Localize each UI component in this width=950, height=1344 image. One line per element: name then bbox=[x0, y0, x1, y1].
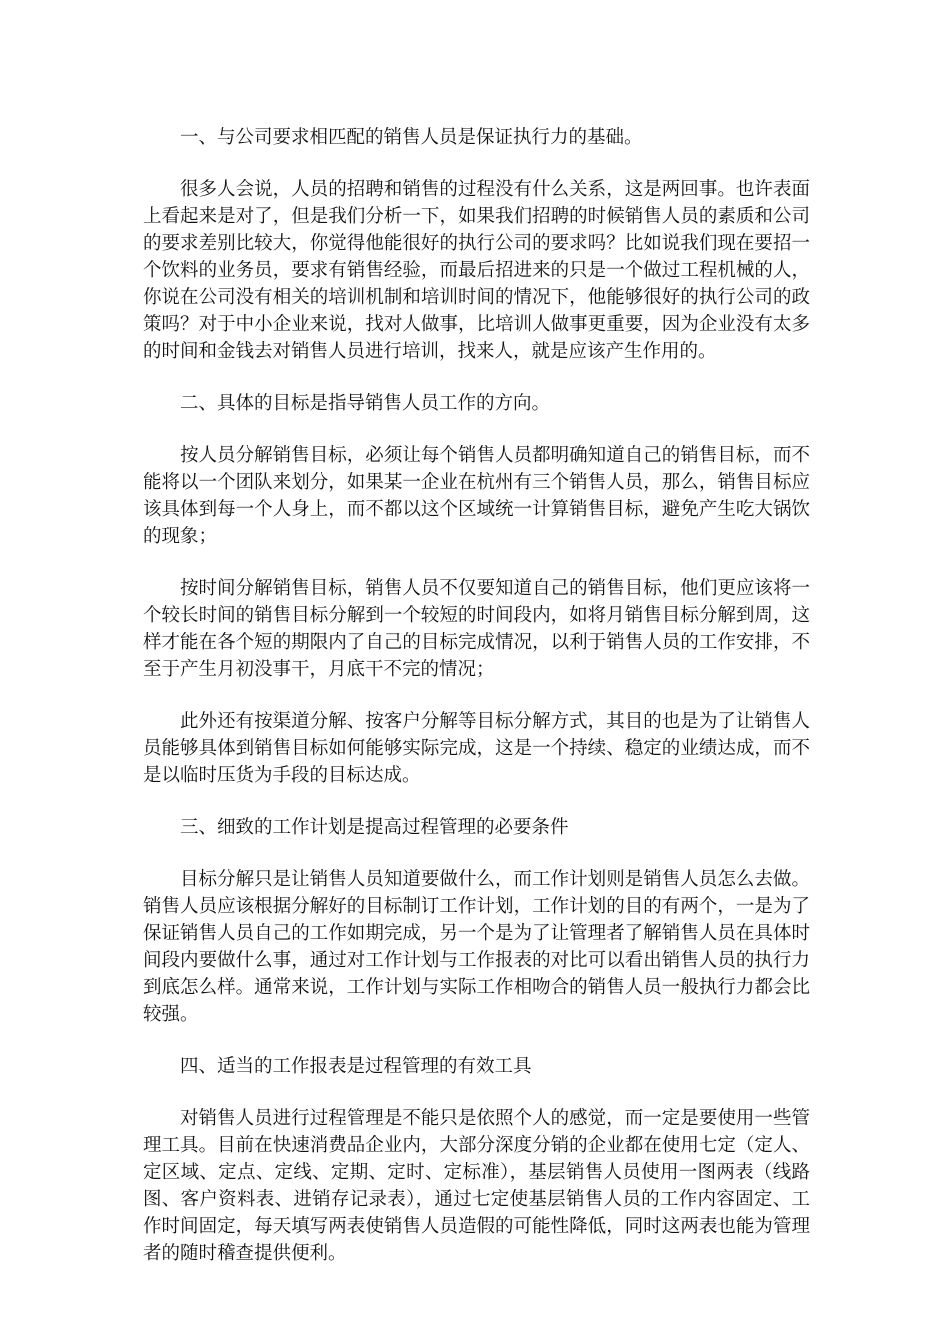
document-page bbox=[143, 124, 810, 1292]
paragraph-target-by-time: 按时间分解销售目标，销售人员不仅要知道自己的销售目标，他们更应该将一个较长时间的销售目标分解到一个较短的时间段内，如将月销售目标分解到周，这样才能在各个短的期限内了自己的目标完成情况，以利于销售人员的工作安排，不至于产生月初没事干，月底干不完的情况； bbox=[143, 578, 810, 680]
section-heading-1: 一、与公司要求相匹配的销售人员是保证执行力的基础。 bbox=[180, 127, 643, 148]
paragraph-recruitment: 很多人会说，人员的招聘和销售的过程没有什么关系，这是两回事。也许表面上看起来是对了，但是我们分析一下，如果我们招聘的时候销售人员的素质和公司的要求差别比较大，你觉得他能很好的执行公司的要求吗？比如说我们现在要招一个饮料的业务员，要求有销售经验，而最后招进来的只是一个做过工程机械的人，你说在公司没有相关的培训机制和培训时间的情况下，他能够很好的执行公司的政策吗？对于中小企业来说，找对人做事，比培训人做事更重要，因为企业没有太多的时间和金钱去对销售人员进行培训，找来人，就是应该产生作用的。 bbox=[143, 179, 810, 362]
paragraph-target-other: 此外还有按渠道分解、按客户分解等目标分解方式，其目的也是为了让销售人员能够具体到销售目标如何能够实际完成，这是一个持续、稳定的业绩达成，而不是以临时压货为手段的目标达成。 bbox=[143, 711, 810, 786]
paragraph-work-plan: 目标分解只是让销售人员知道要做什么，而工作计划则是销售人员怎么去做。销售人员应该根据分解好的目标制订工作计划，工作计划的目的有两个，一是为了保证销售人员自己的工作如期完成，另一个是为了让管理者了解销售人员在具体时间段内要做什么事，通过对工作计划与工作报表的对比可以看出销售人员的执行力到底怎么样。通常来说，工作计划与实际工作相吻合的销售人员一般执行力都会比较强。 bbox=[143, 869, 810, 1025]
paragraph-work-report: 对销售人员进行过程管理是不能只是依照个人的感觉，而一定是要使用一些管理工具。目前在快速消费品企业内，大部分深度分销的企业都在使用七定（定人、定区域、定点、定线、定期、定时、定标准），基层销售人员使用一图两表（线路图、客户资料表、进销存记录表），通过七定使基层销售人员的工作内容固定、工作时间固定，每天填写两表使销售人员造假的可能性降低，同时这两表也能为管理者的随时稽查提供便利。 bbox=[143, 1108, 810, 1264]
paragraph-target-by-person: 按人员分解销售目标，必须让每个销售人员都明确知道自己的销售目标，而不能将以一个团队来划分，如果某一企业在杭州有三个销售人员，那么，销售目标应该具体到每一个人身上，而不都以这个区域统一计算销售目标，避免产生吃大锅饮的现象； bbox=[143, 445, 810, 547]
section-heading-2: 二、具体的目标是指导销售人员工作的方向。 bbox=[180, 393, 551, 414]
section-heading-4: 四、适当的工作报表是过程管理的有效工具 bbox=[180, 1056, 532, 1077]
section-heading-3: 三、细致的工作计划是提高过程管理的必要条件 bbox=[180, 817, 569, 838]
